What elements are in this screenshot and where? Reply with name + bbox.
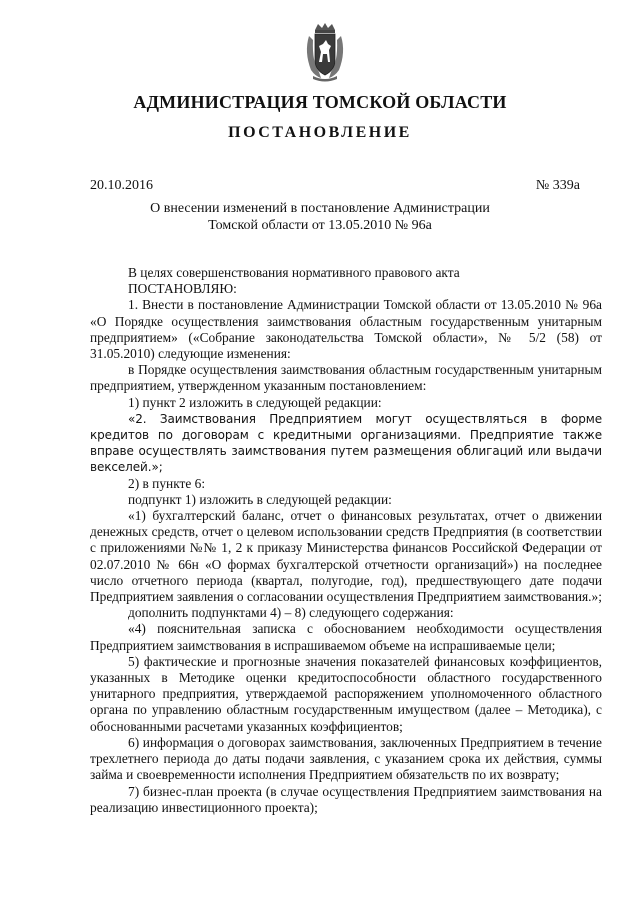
body-paragraph: 1) пункт 2 изложить в следующей редакции: (128, 394, 382, 410)
document-subject (130, 200, 510, 234)
body-paragraph: «4) пояснительная записка с обоснованием необходимости осуществления Предприятием заимствования в испрашиваемом объеме на испрашиваемые цели; (90, 621, 602, 653)
body-paragraph: ПОСТАНОВЛЯЮ: (128, 281, 237, 297)
document-type-title: ПОСТАНОВЛЕНИЕ (228, 124, 412, 141)
body-paragraph: подпункт 1) изложить в следующей редакции: (128, 491, 392, 507)
body-paragraph: 2) в пункте 6: (128, 475, 206, 491)
organization-title: АДМИНИСТРАЦИЯ ТОМСКОЙ ОБЛАСТИ (133, 92, 507, 112)
body-paragraph: дополнить подпунктами 4) – 8) следующего содержания: (128, 605, 454, 621)
body-paragraph: 6) информация о договорах заимствования, заключенных Предприятием в течение трехлетнего периода до даты подачи заявления, с указанием срока их действия, суммы займа и своевременности исполнения Предприятием обязательств по их возврату; (90, 734, 602, 783)
subject-line: Томской области от 13.05.2010 № 96а (208, 218, 432, 233)
document-number: № 339а (535, 178, 580, 193)
subject-line: О внесении изменений в постановление Администрации (150, 201, 490, 216)
document-body (90, 265, 602, 816)
document-date: 20.10.2016 (90, 178, 153, 193)
body-paragraph: В целях совершенствования нормативного правового акта (128, 265, 460, 280)
coat-of-arms-icon (303, 22, 347, 82)
body-paragraph: «2. Заимствования Предприятием могут осуществляться в форме кредитов по договорам с кредитными организациями. Предприятие также вправе осуществлять заимствования путем размещения облигаций или выдачи векселей.»; (90, 411, 602, 475)
body-paragraph: 5) фактические и прогнозные значения показателей финансовых коэффициентов, указанных в Методике оценки кредитоспособности областного государственного унитарного предприятия, утверждаемой распоряжением уполномоченного областного органа по управлению областным государственным имуществом (далее – Методика), с обоснованными расчетами указанных коэффициентов; (90, 653, 602, 734)
body-paragraph: «1) бухгалтерский баланс, отчет о финансовых результатах, отчет о движении денежных средств, отчет о целевом использовании средств Предприятия (в соответствии с приложениями №№ 1, 2 к приказу Министерства финансов Российской Федерации от 02.07.2010 № 66н «О формах бухгалтерской отчетности организаций») на последнее число отчетного периода (квартал, полугодие, год), предшествующего дате подачи Предприятием заявления о согласовании осуществления Предприятием заимствования.»; (90, 508, 602, 605)
body-paragraph: 1. Внести в постановление Администрации Томской области от 13.05.2010 № 96а «О Порядке осуществления заимствования областным государственным унитарным предприятием» («Собрание законодательства Томской области», № 5/2 (58) от 31.05.2010) следующие изменения: (90, 297, 602, 362)
body-paragraph: в Порядке осуществления заимствования областным государственным унитарным предприятием, утвержденном указанным постановлением: (90, 362, 602, 394)
body-paragraph: 7) бизнес-план проекта (в случае осуществления Предприятием заимствования на реализацию инвестиционного проекта); (90, 783, 602, 815)
